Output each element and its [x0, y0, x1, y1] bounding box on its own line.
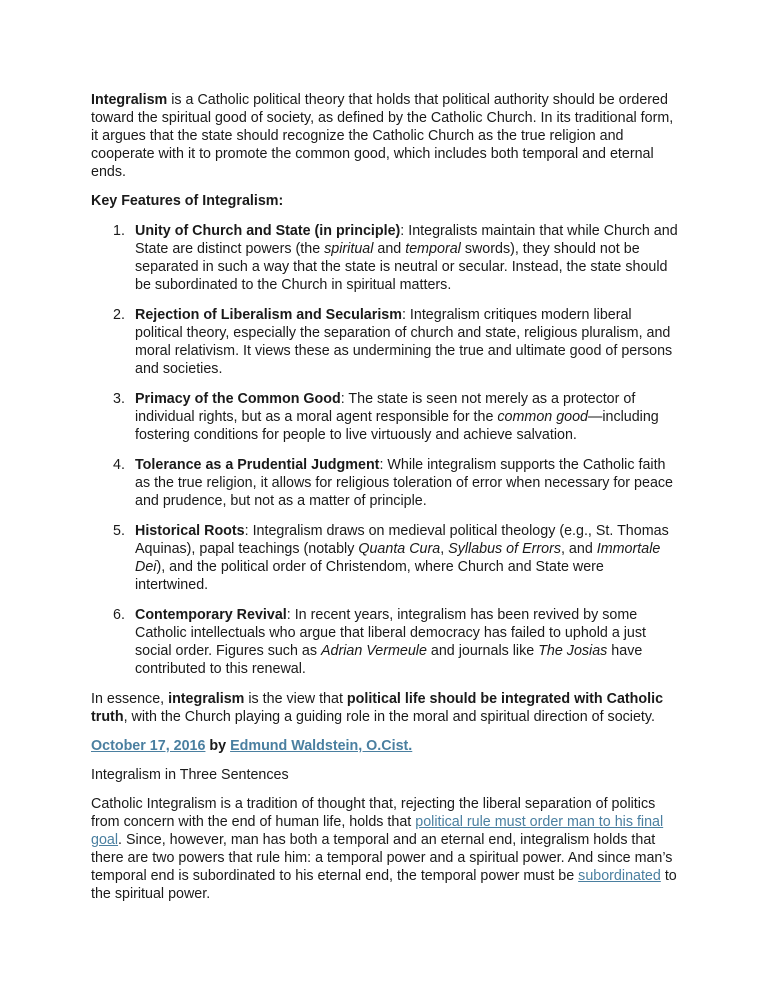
essence-text: is the view that [244, 691, 347, 707]
features-list [91, 222, 678, 678]
list-item [91, 306, 678, 378]
feature-title: Primacy of the Common Good [135, 391, 341, 407]
essence-paragraph [91, 690, 678, 726]
feature-text: and journals like [426, 643, 539, 659]
list-item [91, 522, 678, 594]
list-item [91, 390, 678, 444]
essence-text: , with the Church playing a guiding role in the moral and spiritual direction of society. [123, 709, 655, 725]
feature-text: have contributed to this renewal. [135, 643, 643, 677]
feature-italic: spiritual [324, 241, 374, 257]
feature-italic: temporal [405, 241, 461, 257]
intro-term: Integralism [91, 92, 168, 108]
feature-text: : While integralism supports the Catholic faith as the true religion, it allows for religious toleration of error when necessary for peace and prudence, but not as a matter of principle. [135, 457, 673, 509]
essence-bold: integralism [168, 691, 245, 707]
feature-text: swords), they should not be separated in such a way that the state is neutral or secular. Instead, the state should be subordinated to the Church in spiritual matters. [135, 241, 668, 293]
list-number: 3. [113, 391, 125, 407]
list-number: 2. [113, 307, 125, 323]
key-features-heading: Key Features of Integralism: [91, 193, 284, 209]
feature-title: Tolerance as a Prudential Judgment [135, 457, 380, 473]
feature-text: : Integralism critiques modern liberal political theory, especially the separation of church and state, religious pluralism, and moral relativism. It views these as undermining the true and ultimate good of persons and societies. [135, 307, 673, 377]
list-item [91, 456, 678, 510]
author-link[interactable]: Edmund Waldstein, O.Cist. [230, 738, 413, 754]
feature-italic: common good [497, 409, 589, 425]
list-number: 5. [113, 523, 125, 539]
feature-text: : Integralists maintain that while Church and State are distinct powers (the [135, 223, 678, 257]
feature-text: : In recent years, integralism has been revived by some Catholic intellectuals who argue that liberal democracy has failed to uphold a just social order. Figures such as [135, 607, 647, 659]
feature-italic: Adrian Vermeule [320, 643, 427, 659]
feature-italic: Immortale Dei [135, 541, 661, 575]
feature-text: : Integralism draws on medieval political theology (e.g., St. Thomas Aquinas), papal teachings (notably [135, 523, 669, 557]
list-number: 6. [113, 607, 125, 623]
article-body [91, 795, 678, 903]
feature-title: Historical Roots [135, 523, 245, 539]
feature-title: Unity of Church and State (in principle) [135, 223, 401, 239]
feature-italic: The Josias [538, 643, 608, 659]
essence-bold: political life should be integrated with Catholic truth [91, 691, 664, 725]
feature-text: —including fostering conditions for people to live virtuously and achieve salvation. [135, 409, 659, 443]
body-text: . Since, however, man has both a temporal and an eternal end, integralism holds that there are two powers that rule him: a temporal power and a spiritual power. And since man’s temporal end is subordinated to his eternal end, the temporal power must be [91, 832, 673, 884]
byline [91, 737, 678, 755]
feature-text: ), and the political order of Christendom, where Church and State were intertwined. [135, 559, 604, 593]
intro-text: is a Catholic political theory that holds that political authority should be ordered toward the spiritual good of society, as defined by the Catholic Church. In its traditional form, it argues that the state should recognize the Catholic Church as the true religion and cooperate with it to promote the common good, which includes both temporal and eternal ends. [91, 92, 674, 180]
list-number: 4. [113, 457, 125, 473]
feature-italic: Syllabus of Errors [448, 541, 561, 557]
list-number: 1. [113, 223, 125, 239]
body-text: Catholic Integralism is a tradition of thought that, rejecting the liberal separation of politics from concern with the end of human life, holds that [91, 796, 656, 830]
subordinated-link[interactable]: subordinated [578, 868, 661, 884]
body-text: to the spiritual power. [91, 868, 677, 902]
feature-title: Rejection of Liberalism and Secularism [135, 307, 402, 323]
feature-italic: Quanta Cura [358, 541, 441, 557]
byline-by: by [205, 738, 231, 754]
intro-paragraph [91, 91, 678, 181]
date-link[interactable]: October 17, 2016 [91, 738, 206, 754]
list-item [91, 606, 678, 678]
essence-text: In essence, [91, 691, 169, 707]
feature-title: Contemporary Revival [135, 607, 287, 623]
feature-text: and [373, 241, 406, 257]
feature-text: , [440, 541, 449, 557]
article-subtitle: Integralism in Three Sentences [91, 767, 289, 783]
feature-text: , and [560, 541, 597, 557]
final-goal-link[interactable]: political rule must order man to his final goal [91, 814, 664, 848]
feature-text: : The state is seen not merely as a protector of individual rights, but as a moral agent responsible for the [135, 391, 636, 425]
list-item [91, 222, 678, 294]
